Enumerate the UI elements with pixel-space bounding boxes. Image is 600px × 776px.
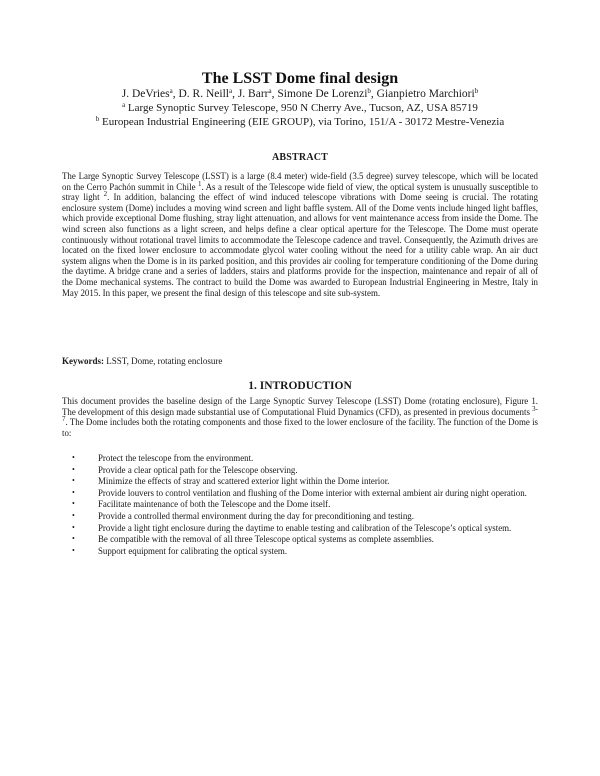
list-item [62, 511, 538, 522]
abstract-text: . As a result of the Telescope wide field of view, the optical system is unusually susceptible to stray light [62, 181, 538, 203]
list-item-text: Be compatible with the removal of all three Telescope optical systems as complete assemblies. [98, 534, 434, 545]
abstract-text: . In addition, balancing the effect of wind induced telescope vibrations with Dome seeing is crucial. The rotating enclosure system (Dome) includes a moving wind screen and light baffle system. All of the Dome vents include hinged light baffles, which provide exceptional Dome flushing, stray light attenuation, and allows for vent maintenance access from inside the Dome. The wind screen also functions as a light screen, and helps define a clear optical aperture for the Telescope. The Dome must operate continuously without rotational travel limits to accommodate the Telescope cadence and travel. Consequently, the Azimuth drives are located on the fixed lower enclosure to accommodate glycol water cooling without the need for a utility cable wrap. An air duct system aligns when the Dome is in its parked position, and this provides air cooling for temperature conditioning of the Dome during the daytime. A bridge crane and a series of ladders, stairs and platforms provide for the inspection, maintenance and repair of all of the Dome mechanical systems. The contract to build the Dome was awarded to European Industrial Engineering in Mestre, Italy in May 2015. In this paper, we present the final design of this telescope and site sub-system. [62, 192, 538, 298]
reference-marker: 2 [103, 190, 108, 199]
keywords-label: Keywords: [62, 356, 104, 366]
paper-title: The LSST Dome final design [201, 70, 399, 87]
list-item-text: Protect the telescope from the environment. [98, 453, 254, 463]
affiliation-marker: b [95, 115, 100, 123]
affiliation-marker: a [228, 87, 233, 95]
list-item [62, 546, 538, 557]
introduction-paragraph [62, 396, 538, 438]
list-item [62, 523, 538, 534]
section-heading-introduction: 1. INTRODUCTION [248, 380, 352, 392]
abstract-body [62, 171, 538, 298]
list-item [62, 488, 538, 499]
author-name: J. DeVries [121, 88, 170, 100]
affiliation-b [0, 115, 600, 129]
list-item-text: Support equipment for calibrating the optical system. [98, 545, 288, 556]
affiliation-marker: a [169, 87, 173, 95]
list-item-text: Provide a light tight enclosure during the daytime to enable testing and calibration of the Telescope’s optical system. [98, 522, 512, 533]
keywords-line [62, 356, 538, 367]
abstract-text: The Large Synoptic Survey Telescope (LSST) is a large (8.4 meter) wide-field (3.5 degree) survey telescope, which will be located on the Cerro Pachón summit in Chile [62, 171, 538, 192]
keywords-text: LSST, Dome, rotating enclosure [104, 356, 223, 366]
bullet-icon: • [72, 487, 75, 497]
list-item [62, 453, 538, 464]
bullet-icon: • [72, 453, 75, 462]
bullet-icon: • [72, 545, 75, 555]
list-item-text: Minimize the effects of stray and scattered exterior light within the Dome interior. [98, 476, 390, 487]
author-name: , D. R. Neill [172, 88, 229, 100]
list-item [62, 499, 538, 510]
introduction-text: This document provides the baseline design of the Large Synoptic Survey Telescope (LSST) Dome (rotating enclosure), Figure 1. The development of this design made substantial use of Computational Fluid Dynamics (CFD), as presented in previous documents [62, 396, 538, 417]
affiliation-marker: a [268, 87, 272, 95]
bullet-icon: • [72, 522, 75, 532]
author-name: , Simone De Lorenzi [271, 88, 368, 100]
bullet-icon: • [72, 499, 75, 509]
affiliation-marker: b [474, 87, 479, 95]
dome-function-list [62, 453, 538, 557]
affiliation-text: European Industrial Engineering (EIE GROUP), via Torino, 151/A - 30172 Mestre-Venezia [101, 116, 505, 128]
affiliation-text: Large Synoptic Survey Telescope, 950 N Cherry Ave., Tucson, AZ, USA 85719 [127, 102, 478, 114]
reference-marker: 1 [197, 179, 202, 188]
bullet-icon: • [72, 534, 75, 544]
bullet-icon: • [72, 476, 75, 486]
bullet-icon: • [72, 464, 75, 474]
list-item-text: Provide a clear optical path for the Telescope observing. [98, 464, 298, 475]
list-item-text: Provide a controlled thermal environment during the day for preconditioning and testing. [98, 510, 414, 521]
introduction-text: . The Dome includes both the rotating components and those fixed to the lower enclosure of the facility. The function of the Dome is to: [62, 417, 538, 438]
affiliation-marker: a [122, 101, 126, 109]
abstract-heading: ABSTRACT [271, 152, 329, 163]
affiliation-marker: b [367, 87, 371, 95]
bullet-icon: • [72, 510, 75, 520]
reference-marker: 3-7 [62, 404, 538, 424]
author-name: , Gianpietro Marchiori [370, 88, 475, 100]
list-item [62, 476, 538, 487]
list-item [62, 534, 538, 545]
list-item [62, 465, 538, 476]
author-name: , J. Barr [232, 88, 269, 100]
affiliation-a [0, 101, 600, 115]
list-item-text: Provide louvers to control ventilation and flushing of the Dome interior with external ambient air during night operation. [98, 487, 527, 498]
author-list [0, 87, 600, 101]
list-item-text: Facilitate maintenance of both the Telescope and the Dome itself. [98, 499, 331, 510]
